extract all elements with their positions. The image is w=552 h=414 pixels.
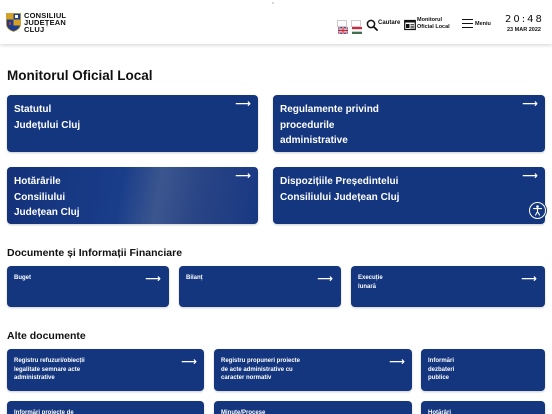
card-regulamente[interactable] — [273, 95, 545, 152]
card-label: Hotărârile Consiliului Județean Cluj — [14, 176, 80, 218]
search-button[interactable]: Cautare — [378, 20, 401, 26]
section-title-financiare: Documente și Informații Financiare — [7, 247, 183, 259]
card-label: Bilanț — [186, 275, 203, 281]
card-informari-proiecte[interactable] — [7, 401, 204, 414]
card-statutul[interactable] — [7, 95, 258, 152]
card-label: Hotărâri — [428, 410, 452, 414]
card-label: Registru propuneri proiecte de acte administrative cu caracter normativ — [221, 358, 301, 381]
card-registru-propuneri[interactable] — [214, 349, 412, 391]
card-dispozitiile[interactable] — [273, 167, 545, 224]
card-informari-dezbateri[interactable] — [421, 349, 545, 391]
card-bilant[interactable] — [179, 266, 341, 307]
search-icon[interactable] — [366, 18, 378, 30]
arrow-right-icon: ⟶ — [521, 273, 537, 285]
site-header — [0, 0, 552, 44]
card-label: Dispozițiile Președintelui Consiliului Județean Cluj — [280, 176, 400, 203]
arrow-right-icon: ⟶ — [522, 98, 538, 110]
section-title-alte-documente: Alte documente — [7, 330, 86, 342]
monitor-label-line-1: Monitorul — [417, 17, 443, 23]
accessibility-button[interactable] — [529, 202, 546, 219]
card-label: Informări proiecte de — [14, 410, 74, 414]
card-executie-lunara[interactable] — [351, 266, 545, 307]
hamburger-menu-icon[interactable] — [462, 19, 473, 28]
hungarian-flag-icon[interactable] — [351, 20, 361, 27]
card-label: Statutul Județului Cluj — [14, 104, 81, 131]
monitor-label-line-2: Oficial Local — [417, 24, 450, 30]
monitor-oficial-button[interactable] — [417, 17, 450, 31]
logo-line-2: JUDEȚEAN — [24, 18, 67, 27]
arrow-right-icon: ⟶ — [522, 170, 538, 182]
arrow-right-icon: ⟶ — [389, 356, 405, 368]
card-hotararile[interactable] — [7, 167, 258, 224]
arrow-right-icon: ⟶ — [145, 273, 161, 285]
card-registru-refuzuri[interactable] — [7, 349, 204, 391]
card-label: Minute/Procese — [221, 410, 266, 414]
card-buget[interactable] — [7, 266, 169, 307]
decorative-dot — [272, 2, 274, 4]
logo-line-1: CONSILIUL — [24, 11, 67, 20]
clock-time: 20:48 — [505, 14, 544, 25]
arrow-right-icon: ⟶ — [235, 98, 251, 110]
page-title: Monitorul Oficial Local — [7, 68, 153, 83]
card-label: Informări dezbateri publice — [428, 358, 455, 381]
arrow-right-icon: ⟶ — [235, 170, 251, 182]
arrow-right-icon: ⟶ — [317, 273, 333, 285]
card-hotarari[interactable] — [421, 401, 545, 414]
card-label: Regulamente privind procedurile administrative — [280, 104, 379, 146]
arrow-right-icon: ⟶ — [181, 356, 197, 368]
card-minute-procese[interactable] — [214, 401, 412, 414]
logo-line-3: CLUJ — [24, 25, 45, 34]
site-logo[interactable] — [6, 12, 66, 33]
county-crest-icon — [6, 13, 21, 32]
menu-button[interactable]: Meniu — [475, 21, 491, 27]
card-label: Registru refuzuri/obiecții legalitate semnare acte administrative — [14, 358, 85, 381]
english-flag-icon[interactable] — [337, 20, 347, 27]
clock-date: 23 MAR 2022 — [507, 27, 541, 33]
monitor-document-icon[interactable] — [404, 18, 416, 30]
card-label: Buget — [14, 275, 31, 281]
card-label: Execuție lunară — [358, 275, 383, 290]
